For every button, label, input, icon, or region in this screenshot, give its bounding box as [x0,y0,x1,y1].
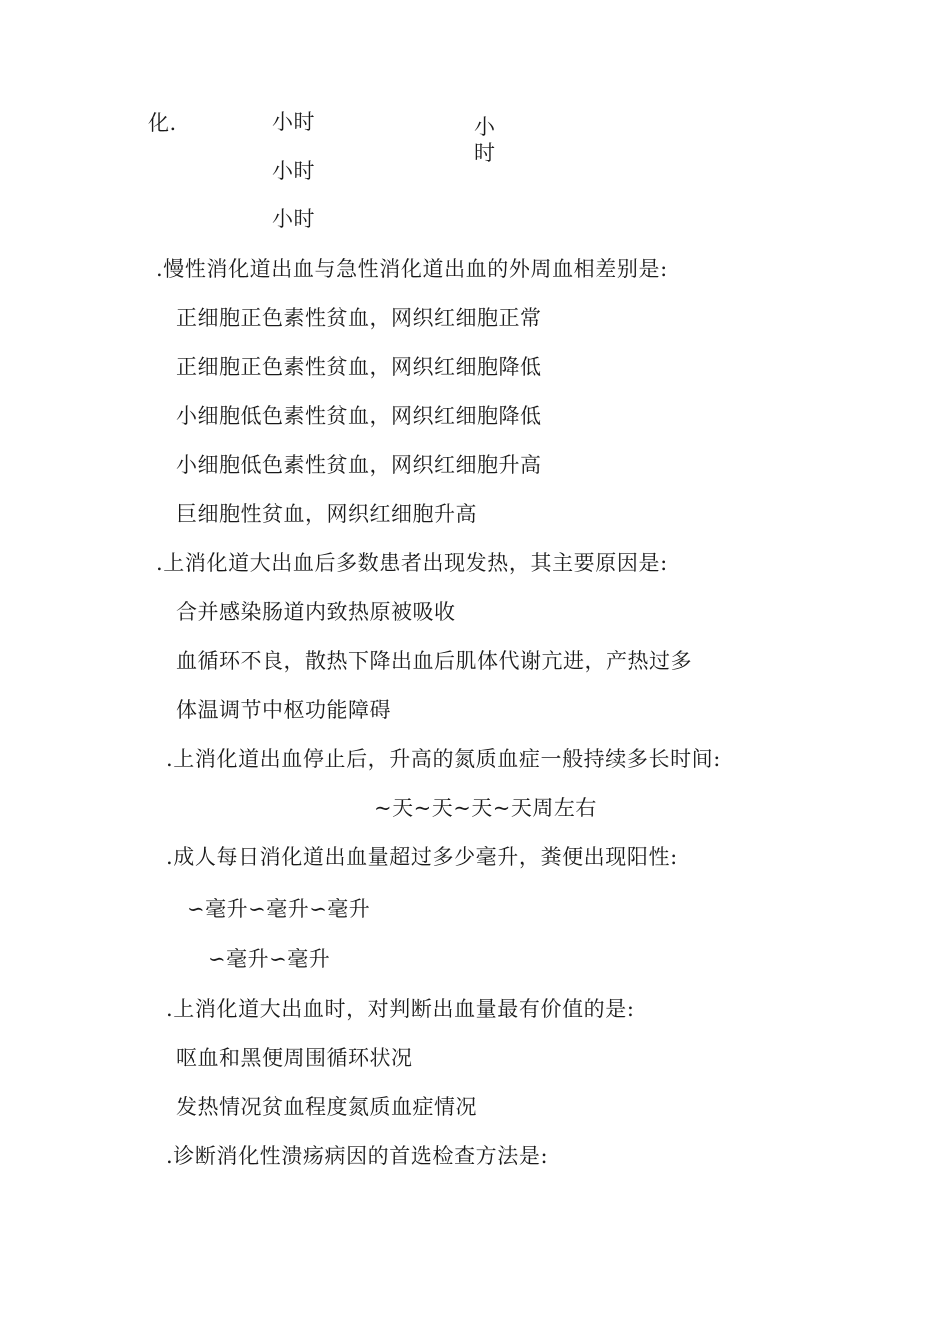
question-stem: .成人每日消化道出血量超过多少毫升，粪便出现阳性: [166,845,678,869]
answer-option: 小细胞低色素性贫血，网织红细胞降低 [176,404,542,428]
answer-option: ∽毫升∽毫升∽毫升 [187,897,371,921]
question-stem: .上消化道出血停止后，升高的氮质血症一般持续多长时间: [166,747,721,771]
answer-option: 呕血和黑便周围循环状况 [176,1046,413,1070]
answer-option: 正细胞正色素性贫血，网织红细胞降低 [176,355,542,379]
answer-option: ∽毫升∽毫升 [208,947,331,971]
answer-option: 小细胞低色素性贫血，网织红细胞升高 [176,453,542,477]
answer-option: 正细胞正色素性贫血，网织红细胞正常 [176,306,542,330]
question-stem: .上消化道大出血后多数患者出现发热，其主要原因是: [156,551,668,575]
question-stem: .慢性消化道出血与急性消化道出血的外周血相差别是: [156,257,668,281]
answer-option: 血循环不良，散热下降出血后肌体代谢亢进，产热过多 [176,649,692,673]
answer-option: 体温调节中枢功能障碍 [176,698,391,722]
hours-label-3: 小时 [272,207,315,231]
question-stem: .上消化道大出血时，对判断出血量最有价值的是: [166,997,635,1021]
answer-option: 合并感染肠道内致热原被吸收 [176,600,456,624]
answer-option: 发热情况贫血程度氮质血症情况 [176,1095,477,1119]
answer-option: ~天~天~天~天周左右 [374,796,597,820]
hours-label-1: 小时 [272,110,315,134]
hours-label-2: 小时 [272,159,315,183]
answer-option: 巨细胞性贫血，网织红细胞升高 [176,502,477,526]
hours-label-vertical: 小时 [474,115,495,165]
question-stem: .诊断消化性溃疡病因的首选检查方法是: [166,1144,549,1168]
fragment-prefix: 化. [148,111,177,135]
